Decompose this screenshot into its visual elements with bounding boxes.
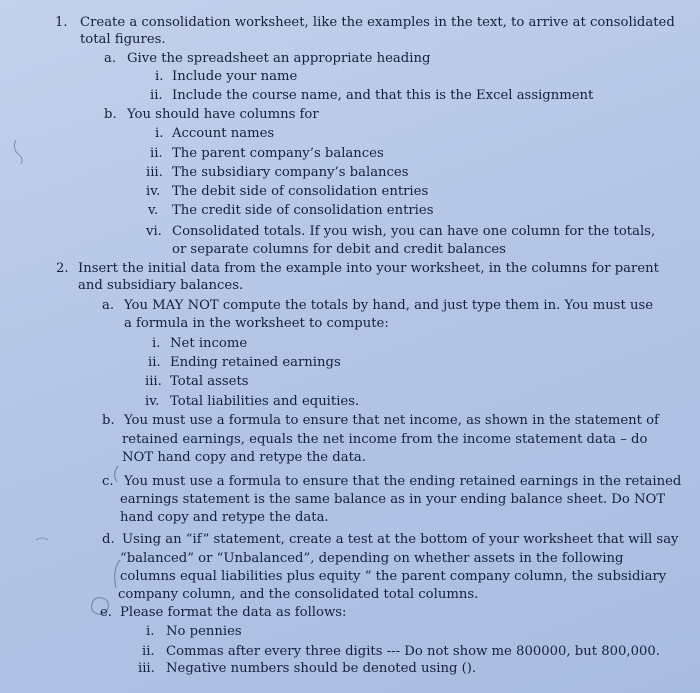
item-1b-i-text: Account names — [172, 126, 275, 141]
item-1b-label: b. — [104, 107, 117, 122]
item-1a-label: a. — [104, 51, 117, 66]
item-2e-iii-text: Negative numbers should be denoted using (). — [166, 661, 477, 676]
item-2e-iii-label: iii. — [138, 661, 155, 676]
item-1-text-line-2: total figures. — [80, 32, 166, 47]
item-1b-iii-label: iii. — [146, 165, 163, 180]
item-2a-text-line-2: a formula in the worksheet to compute: — [124, 316, 389, 331]
item-2d-label: d. — [102, 532, 115, 547]
item-2b-text-line-1: You must use a formula to ensure that net income, as shown in the statement of — [124, 413, 659, 428]
item-1b-vi-text-line-2: or separate columns for debit and credit balances — [172, 242, 506, 257]
item-1b-iv-label: iv. — [146, 184, 161, 199]
item-2a-label: a. — [102, 298, 115, 313]
item-2a-i-label: i. — [152, 336, 161, 351]
item-1b-vi-text-line-1: Consolidated totals. If you wish, you can have one column for the totals, — [172, 224, 656, 239]
item-1a-text: Give the spreadsheet an appropriate heading — [127, 51, 431, 66]
pen-mark-bottom-left — [36, 538, 48, 540]
item-2b-label: b. — [102, 413, 115, 428]
item-2c-text-line-1: You must use a formula to ensure that the ending retained earnings in the retained — [124, 474, 682, 489]
item-1b-v-label: v. — [148, 203, 159, 218]
item-1-number: 1. — [55, 15, 68, 30]
item-2d-text-line-3: columns equal liabilities plus equity “ the parent company column, the subsidiary — [120, 569, 667, 584]
item-2a-iv-text: Total liabilities and equities. — [170, 394, 360, 409]
pen-mark-margin — [14, 140, 22, 164]
item-2e-i-text: No pennies — [166, 624, 242, 639]
item-1a-i-text: Include your name — [172, 69, 298, 84]
item-2a-iv-label: iv. — [145, 394, 160, 409]
item-1a-i-label: i. — [155, 69, 164, 84]
item-1-text-line-1: Create a consolidation worksheet, like the examples in the text, to arrive at consolidated — [80, 15, 675, 30]
item-2e-ii-text: Commas after every three digits --- Do not show me 800000, but 800,000. — [166, 644, 660, 659]
item-2-number: 2. — [56, 261, 69, 276]
item-2a-ii-text: Ending retained earnings — [170, 355, 341, 370]
item-1b-v-text: The credit side of consolidation entries — [172, 203, 434, 218]
item-2a-iii-label: iii. — [145, 374, 162, 389]
item-2a-iii-text: Total assets — [170, 374, 249, 389]
item-2c-text-line-2: earnings statement is the same balance as in your ending balance sheet. Do NOT — [120, 492, 666, 507]
item-1b-iv-text: The debit side of consolidation entries — [172, 184, 429, 199]
item-1b-iii-text: The subsidiary company’s balances — [172, 165, 409, 180]
item-2d-text-line-4: company column, and the consolidated total columns. — [118, 587, 479, 602]
item-2c-text-line-3: hand copy and retype the data. — [120, 510, 329, 525]
pen-mark-c-bracket — [115, 466, 118, 482]
item-1a-ii-text: Include the course name, and that this is the Excel assignment — [172, 88, 594, 103]
item-2c-label: c. — [102, 474, 114, 489]
item-2-text-line-2: and subsidiary balances. — [78, 278, 244, 293]
item-2e-text: Please format the data as follows: — [120, 605, 347, 620]
item-2a-i-text: Net income — [170, 336, 248, 351]
item-2e-label: e. — [100, 605, 112, 620]
item-1b-text: You should have columns for — [127, 107, 319, 122]
item-2-text-line-1: Insert the initial data from the example into your worksheet, in the columns for parent — [78, 261, 659, 276]
item-2d-text-line-1: Using an “if” statement, create a test at the bottom of your worksheet that will say — [122, 532, 679, 547]
item-2b-text-line-2: retained earnings, equals the net income from the income statement data – do — [122, 432, 648, 447]
item-1a-ii-label: ii. — [150, 88, 163, 103]
item-2e-ii-label: ii. — [142, 644, 155, 659]
item-2a-ii-label: ii. — [148, 355, 161, 370]
item-1b-vi-label: vi. — [146, 224, 162, 239]
item-1b-ii-label: ii. — [150, 146, 163, 161]
item-1b-i-label: i. — [155, 126, 164, 141]
item-1b-ii-text: The parent company’s balances — [172, 146, 384, 161]
item-2e-i-label: i. — [146, 624, 155, 639]
item-2b-text-line-3: NOT hand copy and retype the data. — [122, 450, 366, 465]
item-2d-text-line-2: “balanced” or “Unbalanced”, depending on whether assets in the following — [120, 551, 624, 566]
item-2a-text-line-1: You MAY NOT compute the totals by hand, and just type them in. You must use — [124, 298, 654, 313]
